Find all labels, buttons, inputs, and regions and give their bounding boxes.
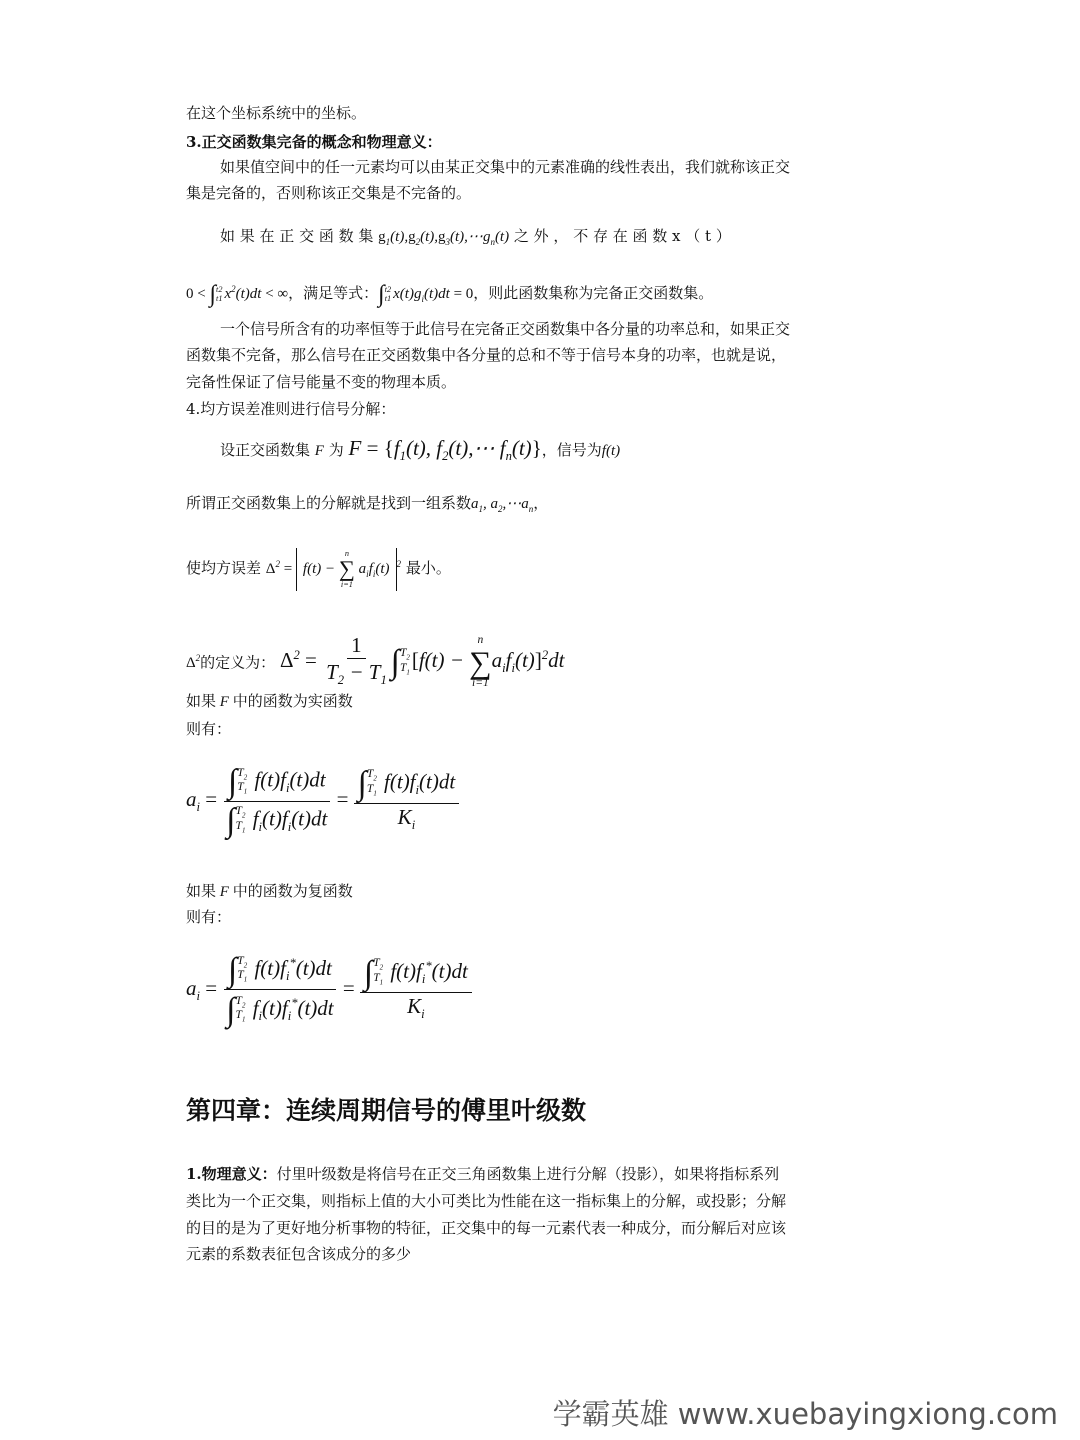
paragraph-line [186, 1163, 779, 1185]
paragraph-line: 所谓正交函数集上的分解就是找到一组系数$a_1$, $a_2,\cdots a_n$， [186, 494, 549, 514]
text-line: 在这个坐标系统中的坐标。 [186, 104, 367, 122]
paragraph-line: 的目的是为了更好地分析事物的特征，正交集中的每一元素代表一种成分，而分解后对应该 [186, 1219, 787, 1237]
text-span: 使均方误差 [186, 558, 262, 577]
formula-function-set: $g_1(t),g_2(t),g_3(t),\cdots g_n(t)$ [378, 229, 510, 247]
paragraph-line: 元素的系数表征包含该成分的多少 [186, 1245, 412, 1263]
formula-symbol-F: F [216, 884, 233, 900]
paragraph-line [186, 548, 451, 591]
text-span: 设正交函数集 [220, 441, 311, 459]
formula-orthogonality: ∫ t2 t1 $x(t)g_i(t)dt = 0$ [378, 281, 474, 308]
formula-mse-definition: $\Delta^2$ = $\frac{1}{T_2 - T_1}$ ∫ $T_2$ $T_1$ [f(t) − n ∑ i=1 $a_if_i(t)]^2dt$ [279, 633, 565, 690]
paragraph-line: 函数集不完备，那么信号在正交函数集中各分量的总和不等于信号本身的功率，也就是说， [186, 346, 787, 364]
paragraph-line: 完备性保证了信号能量不变的物理本质。 [186, 373, 457, 391]
section-heading: 3.正交函数集完备的概念和物理意义： [186, 133, 442, 151]
meaning-label: 1.物理意义： [186, 1165, 277, 1183]
formula-signal: f(t) [601, 443, 621, 459]
text-span: 最小。 [405, 558, 451, 577]
paragraph-line: 集是完备的，否则称该正交集是不完备的。 [186, 184, 472, 202]
text-span: 为 [328, 441, 344, 459]
paragraph-line [220, 437, 620, 467]
text-span: 之 外 ， 不 存 在 函 数 x （ t ） [513, 227, 731, 245]
formula-symbol-F: F [216, 694, 233, 710]
paragraph-line: 则有： [186, 908, 232, 926]
text-span: 如 果 在 正 交 函 数 集 [220, 227, 374, 245]
paragraph-line [186, 690, 353, 713]
formula-set-definition: $F = \{f_1(t)$, $f_2(t),\cdots$ $f_n(t)$} [348, 436, 542, 464]
formula-mse: $\Delta^2 = f(t)$ − n ∑ i=1 $a_if_i(t)$ $^2$ [266, 561, 401, 577]
text-span: 的定义为： [200, 653, 276, 672]
formula-coefficients: $a_1$, $a_2,\cdots a_n$ [471, 496, 534, 514]
text-span: ，则此函数集称为完备正交函数集。 [473, 284, 714, 302]
paragraph-line [186, 278, 713, 310]
formula-energy-bound: 0 < ∫ t2 t1 $x^2(t)dt$ < ∞ [186, 281, 289, 308]
text-span: ，满足等式： [288, 284, 379, 302]
formula-complex-coefficient: $a_i$ = ∫ $T_2$ $T_1$ $f(t)f_i^*(t)dt$ ∫ $T_2$ $T_1$ $f_i(t)f_i^*(t)dt$ = ∫ $T_2$ $T_1$ $f(t)f_i^*(t)dt$ $K_i$ [186, 952, 472, 1027]
formula-delta-symbol: $\Delta^2$ [186, 653, 201, 672]
paragraph-line: 则有： [186, 720, 232, 738]
text-span: 如果 [186, 692, 217, 710]
paragraph-line: 一个信号所含有的功率恒等于此信号在完备正交函数集中各分量的功率总和，如果正交 [220, 320, 791, 338]
chapter-title: 第四章：连续周期信号的傅里叶级数 [186, 1096, 587, 1125]
footer-watermark: 学霸英雄 www.xuebayingxiong.com [552, 1397, 1058, 1431]
text-span: 如果 [186, 882, 217, 900]
text-span: 付里叶级数是将信号在正交三角函数集上进行分解（投影），如果将指标系列 [276, 1165, 780, 1183]
section-heading: 4.均方误差准则进行信号分解： [186, 400, 396, 418]
text-span: 所谓正交函数集上的分解就是找到一组系数 [186, 494, 472, 512]
paragraph-line: 如果值空间中的任一元素均可以由某正交集中的元素准确的线性表出，我们就称该正交 [220, 158, 791, 176]
text-span: 中的函数为复函数 [232, 882, 353, 900]
paragraph-line [186, 880, 353, 903]
text-span: 中的函数为实函数 [232, 692, 353, 710]
paragraph-line [186, 634, 564, 691]
text-span: ，信号为 [541, 441, 602, 459]
paragraph-line [220, 225, 731, 253]
formula-symbol-F: F [314, 443, 324, 459]
formula-real-coefficient: $a_i$ = ∫ $T_2$ $T_1$ $f(t)f_i(t)dt$ ∫ $T_2$ $T_1$ $f_i(t)f_i(t)dt$ = ∫ $T_2$ $T_1$ $f(t)f_i(t)dt$ $K_i$ [186, 765, 459, 838]
paragraph-line: 类比为一个正交集，则指标上值的大小可类比为性能在这一指标集上的分解，或投影；分解 [186, 1192, 787, 1210]
